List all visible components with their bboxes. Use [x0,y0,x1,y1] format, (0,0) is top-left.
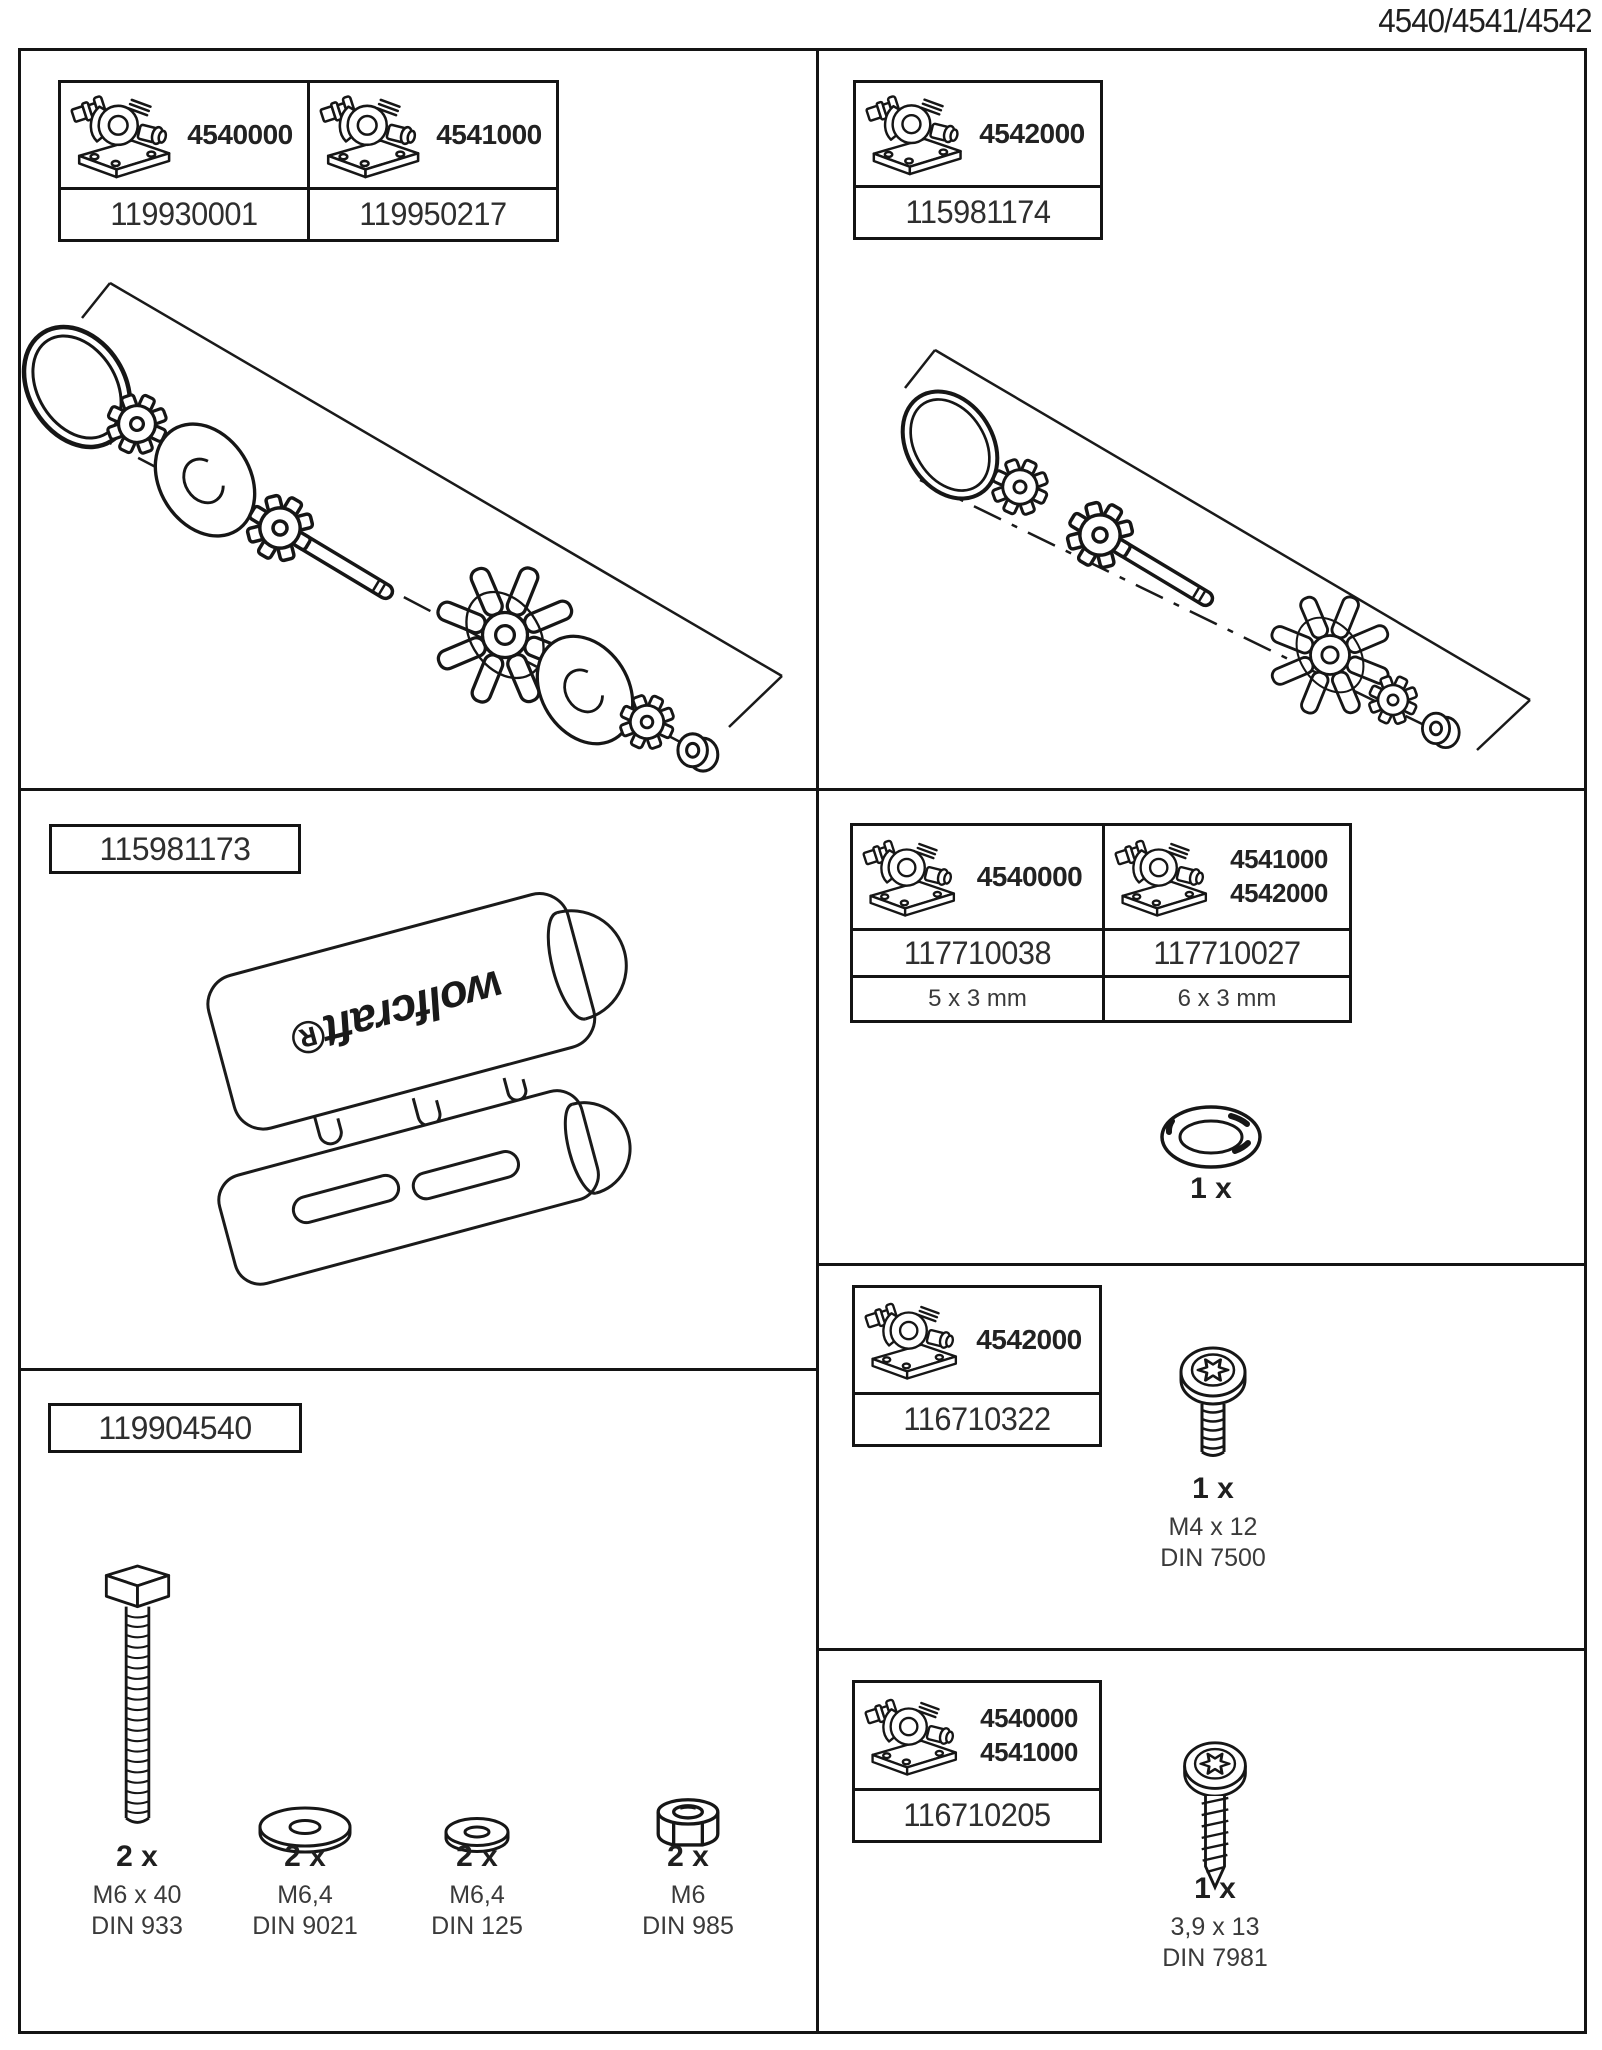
shaft-gear-part [236,484,409,623]
quantity-label: 2 x [456,1840,498,1873]
din-spec: DIN 7500 [1160,1543,1266,1572]
column-divider [816,48,819,2034]
divider-right-2 [816,1263,1587,1266]
oring-qty-caption [1136,1172,1286,1212]
washer-large-caption [215,1840,395,1941]
bushing-part [1422,713,1459,747]
din-spec: DIN 9021 [252,1911,358,1940]
din-spec: DIN 985 [642,1911,734,1940]
model-number: 4542000 [976,1324,1082,1355]
quantity-label: 1 x [1194,1872,1236,1905]
shaft-gear-part [1056,491,1229,630]
quantity-label: 2 x [116,1840,158,1873]
model-numbers [1217,843,1341,911]
partbox-4540000 [58,80,310,242]
hex-bolt-icon [95,1552,180,1852]
m4-caption [1121,1472,1305,1573]
partbox-oring-4541-4542 [1102,823,1352,1023]
washer-small-caption [387,1840,567,1941]
divider-right-1 [816,788,1587,791]
quantity-label: 1 x [1190,1172,1232,1205]
torx-screw-icon [1173,1340,1253,1466]
case-drawing [150,868,710,1353]
model-number: 4540000 [980,1702,1078,1733]
part-number-box: 119904540 [48,1403,302,1453]
partbox-116710322 [852,1285,1102,1447]
part-number: 117710038 [903,934,1052,971]
size-spec: M6 [670,1881,706,1909]
din-spec: DIN 933 [91,1911,183,1940]
part-number: 115981174 [905,194,1051,230]
model-number: 4541000 [1230,844,1328,875]
size-spec: M6 x 40 [92,1881,182,1909]
din-spec: DIN 125 [431,1911,523,1940]
pump-icon [864,88,972,180]
din-spec: DIN 7981 [1162,1943,1268,1972]
pump-icon [863,1692,967,1780]
part-number: 117710027 [1153,934,1301,971]
pump-icon [863,1296,967,1384]
size-spec: M6,4 [277,1881,333,1909]
partbox-oring-4540 [850,823,1105,1023]
part-number-box: 115981173 [49,824,301,874]
wolfcraft-logo: wolfcraft® [286,960,509,1067]
model-number: 4540000 [187,119,293,150]
locknut-caption [598,1840,778,1941]
part-number: 119950217 [359,196,507,232]
model-number: 4540000 [976,861,1083,892]
bushing-part [678,734,718,771]
pump-icon [69,88,181,183]
model-number: 4542000 [1230,878,1328,908]
quantity-label: 2 x [667,1840,709,1873]
pump-icon [861,833,965,921]
part-number: 116710205 [903,1797,1051,1833]
model-number: 4541000 [980,1736,1078,1767]
part-number: 116710322 [903,1401,1051,1437]
divider-left-2 [18,1368,819,1371]
quantity-label: 1 x [1192,1472,1234,1505]
quantity-label: 2 x [284,1840,326,1873]
partbox-4541000 [307,80,559,242]
model-number: 4541000 [436,119,542,150]
partbox-116710205 [852,1680,1102,1843]
partbox-4542000 [853,80,1103,240]
pump-icon [1113,833,1217,921]
size-spec: M6,4 [449,1881,505,1909]
pump-icon [318,88,430,183]
size-spec: 6 x 3 mm [1105,975,1349,1020]
tapping-caption [1123,1872,1307,1973]
size-spec: M4 x 12 [1168,1513,1258,1541]
exploded-diagram-4542 [821,250,1587,787]
exploded-diagram-4540-4541 [21,250,815,787]
model-number: 4542000 [979,118,1085,149]
size-spec: 5 x 3 mm [853,975,1102,1020]
part-number: 119930001 [110,196,258,232]
model-numbers [967,1702,1091,1770]
bolt-caption [47,1840,227,1941]
size-spec: 3,9 x 13 [1170,1913,1260,1941]
divider-left-1 [18,788,819,791]
divider-right-3 [816,1648,1587,1651]
page-title: 4540/4541/4542 [1378,2,1592,39]
oring-icon [1149,1098,1273,1176]
